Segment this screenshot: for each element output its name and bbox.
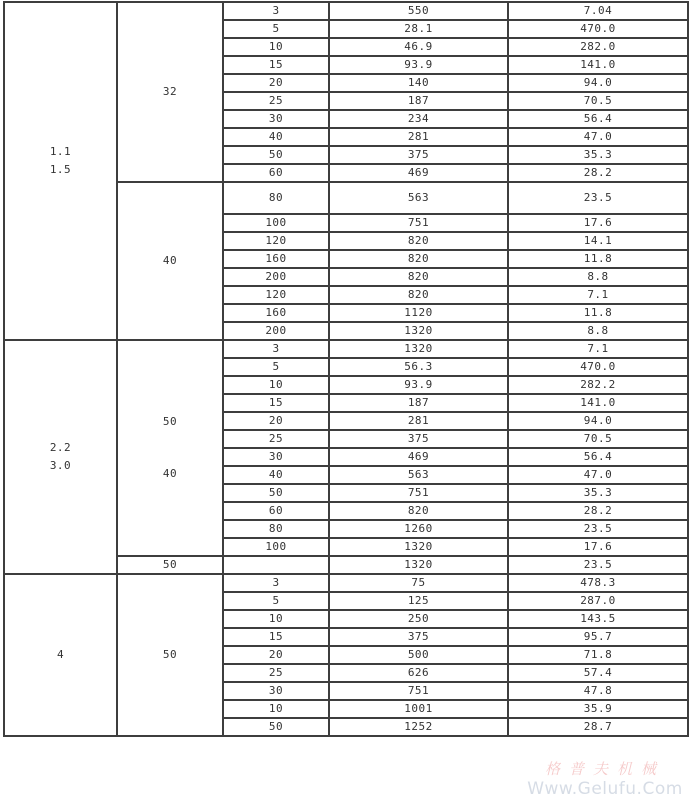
speed-cell: 56.4 bbox=[508, 448, 688, 466]
power-cell: 4 bbox=[4, 574, 117, 736]
speed-cell: 287.0 bbox=[508, 592, 688, 610]
ratio-cell: 5 bbox=[223, 358, 329, 376]
torque-cell: 1260 bbox=[329, 520, 508, 538]
ratio-cell: 30 bbox=[223, 682, 329, 700]
torque-cell: 281 bbox=[329, 128, 508, 146]
torque-cell: 125 bbox=[329, 592, 508, 610]
torque-cell: 375 bbox=[329, 146, 508, 164]
speed-cell: 23.5 bbox=[508, 556, 688, 574]
table-row bbox=[4, 574, 688, 592]
torque-cell: 1320 bbox=[329, 340, 508, 358]
torque-cell: 1320 bbox=[329, 538, 508, 556]
torque-cell: 281 bbox=[329, 412, 508, 430]
torque-cell: 820 bbox=[329, 268, 508, 286]
spacer bbox=[5, 179, 116, 339]
power-cell bbox=[4, 340, 117, 574]
torque-cell: 234 bbox=[329, 110, 508, 128]
ratio-cell: 60 bbox=[223, 502, 329, 520]
torque-cell: 820 bbox=[329, 286, 508, 304]
ratio-cell bbox=[223, 556, 329, 574]
speed-cell: 47.0 bbox=[508, 466, 688, 484]
torque-cell: 28.1 bbox=[329, 20, 508, 38]
ratio-cell: 25 bbox=[223, 430, 329, 448]
group-cell bbox=[117, 340, 223, 556]
speed-cell: 35.3 bbox=[508, 484, 688, 502]
ratio-cell: 120 bbox=[223, 286, 329, 304]
ratio-cell: 25 bbox=[223, 92, 329, 110]
speed-cell: 143.5 bbox=[508, 610, 688, 628]
ratio-cell: 3 bbox=[223, 574, 329, 592]
torque-cell: 751 bbox=[329, 214, 508, 232]
group-cell: 32 bbox=[117, 2, 223, 182]
torque-cell: 751 bbox=[329, 682, 508, 700]
speed-cell: 28.2 bbox=[508, 502, 688, 520]
ratio-cell: 20 bbox=[223, 646, 329, 664]
watermark-chinese: 格普夫机械 bbox=[544, 760, 665, 778]
torque-cell: 250 bbox=[329, 610, 508, 628]
ratio-cell: 10 bbox=[223, 610, 329, 628]
speed-cell: 71.8 bbox=[508, 646, 688, 664]
watermark bbox=[520, 760, 690, 803]
speed-cell: 478.3 bbox=[508, 574, 688, 592]
group-value: 50 bbox=[162, 415, 178, 428]
speed-cell: 470.0 bbox=[508, 20, 688, 38]
group-value: 40 bbox=[162, 467, 178, 480]
speed-cell: 14.1 bbox=[508, 232, 688, 250]
speed-cell: 94.0 bbox=[508, 412, 688, 430]
speed-cell: 47.0 bbox=[508, 128, 688, 146]
ratio-cell: 50 bbox=[223, 146, 329, 164]
torque-cell: 93.9 bbox=[329, 56, 508, 74]
speed-cell: 8.8 bbox=[508, 322, 688, 340]
torque-cell: 1120 bbox=[329, 304, 508, 322]
spacer bbox=[118, 430, 222, 466]
speed-cell: 47.8 bbox=[508, 682, 688, 700]
torque-cell: 46.9 bbox=[329, 38, 508, 56]
power-value: 2.2 bbox=[49, 441, 72, 454]
torque-cell: 820 bbox=[329, 232, 508, 250]
speed-cell: 95.7 bbox=[508, 628, 688, 646]
torque-cell: 751 bbox=[329, 484, 508, 502]
torque-cell: 500 bbox=[329, 646, 508, 664]
watermark-url: Www.Gelufu.Com bbox=[527, 779, 683, 799]
speed-cell: 7.1 bbox=[508, 286, 688, 304]
speed-cell: 28.7 bbox=[508, 718, 688, 736]
speed-cell: 141.0 bbox=[508, 56, 688, 74]
ratio-cell: 160 bbox=[223, 304, 329, 322]
ratio-cell: 20 bbox=[223, 74, 329, 92]
ratio-cell: 3 bbox=[223, 2, 329, 20]
group-cell: 40 bbox=[117, 182, 223, 340]
torque-cell: 469 bbox=[329, 448, 508, 466]
ratio-cell: 10 bbox=[223, 38, 329, 56]
ratio-cell: 30 bbox=[223, 448, 329, 466]
speed-cell: 8.8 bbox=[508, 268, 688, 286]
power-cell bbox=[4, 2, 117, 340]
speed-cell: 7.04 bbox=[508, 2, 688, 20]
speed-cell: 470.0 bbox=[508, 358, 688, 376]
ratio-cell: 5 bbox=[223, 592, 329, 610]
group-cell: 50 bbox=[117, 556, 223, 574]
power-value: 1.1 bbox=[49, 145, 72, 158]
torque-cell: 187 bbox=[329, 394, 508, 412]
torque-cell: 550 bbox=[329, 2, 508, 20]
speed-cell: 70.5 bbox=[508, 430, 688, 448]
torque-cell: 56.3 bbox=[329, 358, 508, 376]
torque-cell: 93.9 bbox=[329, 376, 508, 394]
ratio-cell: 10 bbox=[223, 376, 329, 394]
speed-cell: 11.8 bbox=[508, 304, 688, 322]
torque-cell: 1252 bbox=[329, 718, 508, 736]
speed-cell: 35.9 bbox=[508, 700, 688, 718]
speed-cell: 11.8 bbox=[508, 250, 688, 268]
ratio-cell: 200 bbox=[223, 322, 329, 340]
ratio-cell: 10 bbox=[223, 700, 329, 718]
ratio-cell: 80 bbox=[223, 520, 329, 538]
ratio-cell: 30 bbox=[223, 110, 329, 128]
ratio-cell: 50 bbox=[223, 484, 329, 502]
torque-cell: 140 bbox=[329, 74, 508, 92]
speed-cell: 23.5 bbox=[508, 182, 688, 214]
torque-cell: 563 bbox=[329, 182, 508, 214]
ratio-cell: 15 bbox=[223, 394, 329, 412]
torque-cell: 1320 bbox=[329, 322, 508, 340]
speed-cell: 282.2 bbox=[508, 376, 688, 394]
table-row bbox=[4, 340, 688, 358]
torque-cell: 75 bbox=[329, 574, 508, 592]
speed-cell: 56.4 bbox=[508, 110, 688, 128]
speed-cell: 35.3 bbox=[508, 146, 688, 164]
torque-cell: 820 bbox=[329, 502, 508, 520]
ratio-cell: 100 bbox=[223, 538, 329, 556]
ratio-cell: 40 bbox=[223, 128, 329, 146]
ratio-cell: 15 bbox=[223, 56, 329, 74]
speed-cell: 17.6 bbox=[508, 538, 688, 556]
ratio-cell: 160 bbox=[223, 250, 329, 268]
speed-cell: 94.0 bbox=[508, 74, 688, 92]
power-value: 1.5 bbox=[49, 163, 72, 176]
torque-cell: 626 bbox=[329, 664, 508, 682]
speed-cell: 57.4 bbox=[508, 664, 688, 682]
spacer bbox=[5, 3, 116, 143]
ratio-cell: 40 bbox=[223, 466, 329, 484]
speed-cell: 141.0 bbox=[508, 394, 688, 412]
torque-cell: 1001 bbox=[329, 700, 508, 718]
ratio-cell: 60 bbox=[223, 164, 329, 182]
ratio-cell: 20 bbox=[223, 412, 329, 430]
speed-cell: 282.0 bbox=[508, 38, 688, 56]
ratio-cell: 15 bbox=[223, 628, 329, 646]
spec-table-body bbox=[4, 2, 688, 736]
torque-cell: 1320 bbox=[329, 556, 508, 574]
speed-cell: 23.5 bbox=[508, 520, 688, 538]
spec-table bbox=[3, 1, 689, 737]
ratio-cell: 200 bbox=[223, 268, 329, 286]
torque-cell: 563 bbox=[329, 466, 508, 484]
ratio-cell: 100 bbox=[223, 214, 329, 232]
torque-cell: 187 bbox=[329, 92, 508, 110]
speed-cell: 70.5 bbox=[508, 92, 688, 110]
ratio-cell: 25 bbox=[223, 664, 329, 682]
torque-cell: 375 bbox=[329, 628, 508, 646]
ratio-cell: 80 bbox=[223, 182, 329, 214]
torque-cell: 820 bbox=[329, 250, 508, 268]
speed-cell: 28.2 bbox=[508, 164, 688, 182]
speed-cell: 17.6 bbox=[508, 214, 688, 232]
table-row bbox=[4, 2, 688, 20]
ratio-cell: 120 bbox=[223, 232, 329, 250]
ratio-cell: 5 bbox=[223, 20, 329, 38]
torque-cell: 375 bbox=[329, 430, 508, 448]
ratio-cell: 3 bbox=[223, 340, 329, 358]
power-value: 3.0 bbox=[49, 459, 72, 472]
group-cell: 50 bbox=[117, 574, 223, 736]
ratio-cell: 50 bbox=[223, 718, 329, 736]
speed-cell: 7.1 bbox=[508, 340, 688, 358]
torque-cell: 469 bbox=[329, 164, 508, 182]
